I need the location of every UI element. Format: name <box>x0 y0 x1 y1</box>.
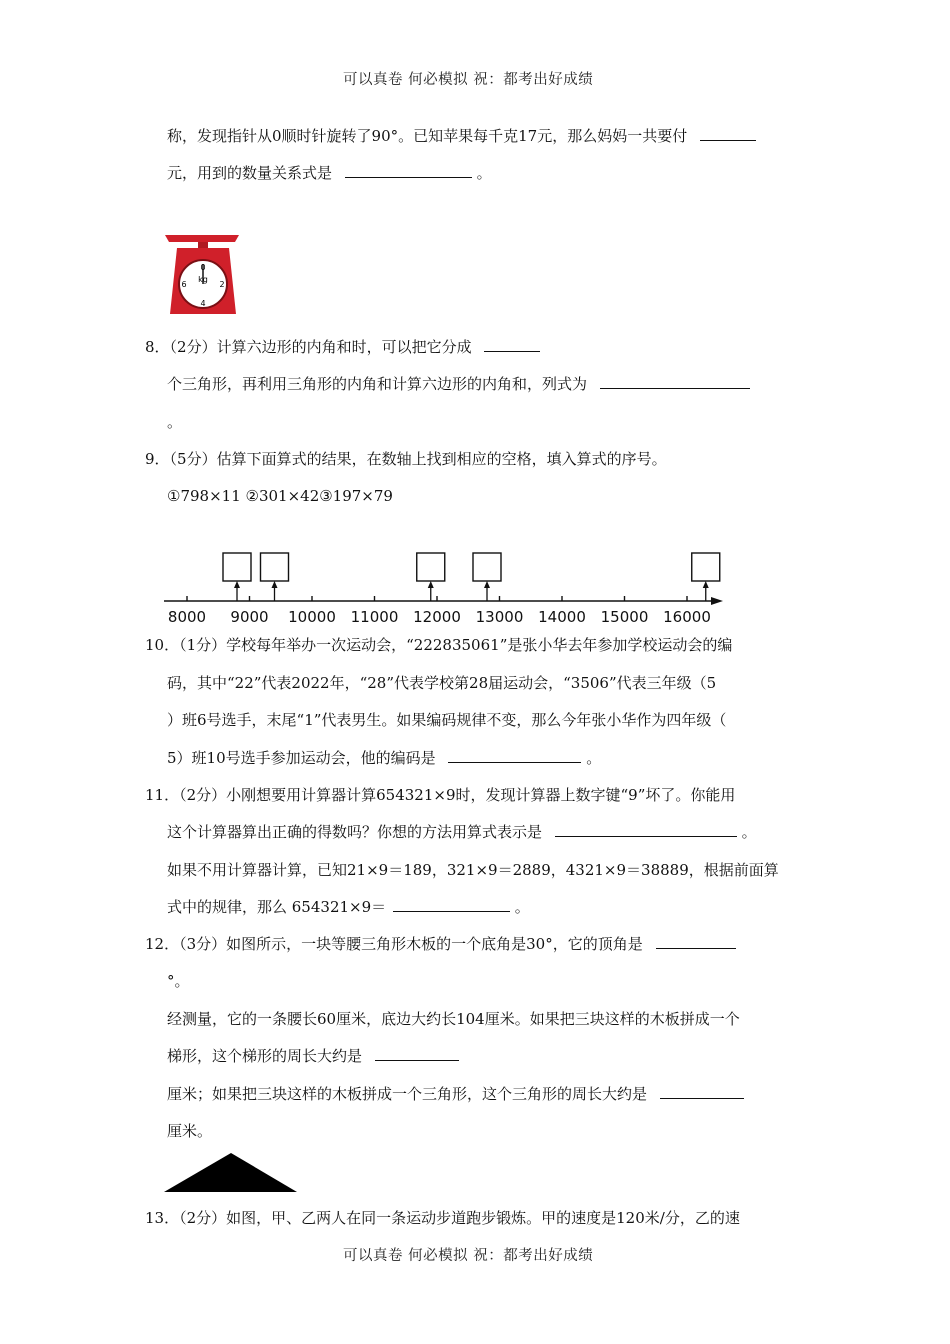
number-line-tick-label: 16000 <box>663 608 711 626</box>
q11-text-4-end: 。 <box>514 898 530 916</box>
q12-line1 <box>145 934 736 954</box>
number-line-tick-label: 11000 <box>350 608 399 626</box>
scale-mark-0: 0 <box>200 263 206 272</box>
q11-answer-blank-2[interactable] <box>393 897 510 912</box>
q12-text-1: 12．（3分）如图所示，一块等腰三角形木板的一个底角是30°，它的顶角是 <box>145 935 643 953</box>
answer-box[interactable] <box>692 553 720 581</box>
q12-line5 <box>167 1084 744 1104</box>
answer-box[interactable] <box>223 553 251 581</box>
q10-line3: ）班6号选手，末尾“1”代表男生。如果编码规律不变，那么今年张小华作为四年级（ <box>167 711 727 729</box>
q12-answer-blank-1[interactable] <box>656 934 736 949</box>
kitchen-scale-icon <box>163 232 243 316</box>
q7-answer-blank-2[interactable] <box>345 163 472 178</box>
q12-text-5: 厘米；如果把三块这样的木板拼成一个三角形，这个三角形的周长大约是 <box>167 1085 648 1103</box>
q12-text-4: 梯形，这个梯形的周长大约是 <box>167 1047 363 1065</box>
number-line-tick-label: 12000 <box>413 608 461 626</box>
scale-mark-2: 2 <box>219 280 225 289</box>
number-line-arrowhead <box>711 597 723 605</box>
answer-box-arrowhead <box>703 581 709 588</box>
q10-line1: 10．（1分）学校每年举办一次运动会，“222835061”是张小华去年参加学校运动会的编 <box>145 636 733 654</box>
scale-mark-6: 6 <box>181 280 187 289</box>
q12-line6: 厘米。 <box>167 1122 213 1140</box>
scale-mark-4: 4 <box>200 299 206 308</box>
answer-box[interactable] <box>261 553 289 581</box>
q11-line2 <box>167 822 757 842</box>
q11-line3: 如果不用计算器计算，已知21×9＝189，321×9＝2889，4321×9＝38889，根据前面算 <box>167 861 779 879</box>
answer-box-arrowhead <box>234 581 240 588</box>
number-line-tick-label: 15000 <box>600 608 649 626</box>
answer-box[interactable] <box>473 553 501 581</box>
q11-line4 <box>167 897 530 917</box>
q11-text-2-end: 。 <box>741 823 757 841</box>
q8-text-1: 8．（2分）计算六边形的内角和时，可以把它分成 <box>145 338 472 356</box>
q10-answer-blank[interactable] <box>448 748 581 763</box>
number-line-tick-label: 9000 <box>230 608 269 626</box>
answer-box-arrowhead <box>272 581 278 588</box>
number-line-tick-label: 8000 <box>167 608 207 626</box>
q8-text-2: 个三角形，再利用三角形的内角和计算六边形的内角和，列式为 <box>167 375 588 393</box>
answer-box[interactable] <box>417 553 445 581</box>
scale-unit: kg <box>198 275 208 284</box>
q7-text-1: 称，发现指针从0顺时针旋转了90°。已知苹果每千克17元，那么妈妈一共要付 <box>167 127 688 145</box>
q12-line2: °。 <box>167 972 190 990</box>
q10-line2: 码，其中“22”代表2022年，“28”代表学校第28届运动会，“3506”代表三年级（5 <box>167 674 717 692</box>
q7-text-2-end: 。 <box>476 164 492 182</box>
q8-line3: 。 <box>167 413 183 431</box>
q7-text-2: 元，用到的数量关系式是 <box>167 164 333 182</box>
q10-text-4-end: 。 <box>586 749 602 767</box>
q7-line1 <box>167 126 756 146</box>
q9-line1: 9．（5分）估算下面算式的结果，在数轴上找到相应的空格，填入算式的序号。 <box>145 450 667 468</box>
q8-line2 <box>167 374 750 394</box>
q8-answer-blank-2[interactable] <box>600 374 750 389</box>
q12-answer-blank-3[interactable] <box>660 1084 744 1099</box>
number-line-tick-label: 14000 <box>538 608 586 626</box>
q11-answer-blank-1[interactable] <box>555 822 737 837</box>
isosceles-triangle-board <box>164 1152 298 1194</box>
q8-answer-blank-1[interactable] <box>484 337 540 352</box>
q11-text-2: 这个计算器算出正确的得数吗？你想的方法用算式表示是 <box>167 823 543 841</box>
answer-box-arrowhead <box>428 581 434 588</box>
q12-line4 <box>167 1046 459 1066</box>
q12-answer-blank-2[interactable] <box>375 1046 459 1061</box>
q9-line2: ①798×11 ②301×42③197×79 <box>167 487 393 505</box>
q10-text-4: 5）班10号选手参加运动会，他的编码是 <box>167 749 436 767</box>
answer-box-arrowhead <box>484 581 490 588</box>
number-line <box>160 548 740 628</box>
q10-line4 <box>167 748 601 768</box>
q12-line3: 经测量，它的一条腰长60厘米，底边大约长104厘米。如果把三块这样的木板拼成一个 <box>167 1010 740 1028</box>
q11-line1: 11．（2分）小刚想要用计算器计算654321×9时，发现计算器上数字键“9”坏了。你能用 <box>145 786 736 804</box>
page-header: 可以真卷 何必模拟 祝：都考出好成绩 <box>343 72 594 88</box>
page-footer: 可以真卷 何必模拟 祝：都考出好成绩 <box>343 1248 594 1264</box>
q8-line1 <box>145 337 540 357</box>
q7-line2 <box>167 163 492 183</box>
q7-answer-blank-1[interactable] <box>700 126 756 141</box>
q13-line1: 13．（2分）如图，甲、乙两人在同一条运动步道跑步锻炼。甲的速度是120米/分，乙的速 <box>145 1209 740 1227</box>
q11-text-4: 式中的规律，那么 654321×9＝ <box>167 898 387 916</box>
number-line-tick-label: 10000 <box>288 608 336 626</box>
number-line-tick-label: 13000 <box>475 608 524 626</box>
